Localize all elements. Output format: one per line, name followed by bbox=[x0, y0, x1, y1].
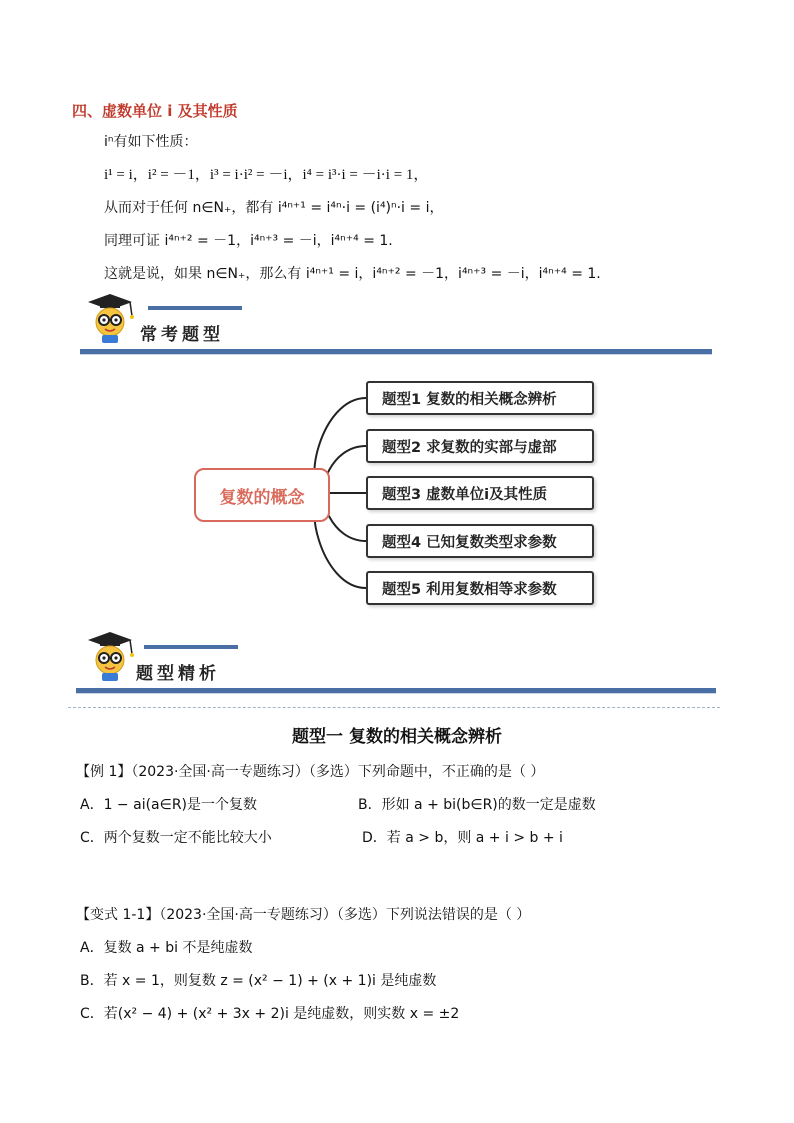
mindmap-leaf-type1: 题型1 复数的相关概念辨析 bbox=[366, 381, 594, 415]
example1-option-d: D．若 a > b，则 a + i > b + i bbox=[362, 830, 563, 846]
property-line-powers: i¹ = i，i² = －1，i³ = i·i² = －i，i⁴ = i³·i = －i·i = 1， bbox=[104, 167, 429, 183]
mindmap-leaf-type3: 题型3 虚数单位i及其性质 bbox=[366, 476, 594, 510]
example1-option-c: C．两个复数一定不能比较大小 bbox=[80, 830, 272, 846]
banner-common-types: 常考题型 bbox=[140, 325, 224, 345]
variant1-option-b: B．若 x = 1，则复数 z = (x² − 1) + (x + 1)i 是纯虚数 bbox=[80, 973, 437, 989]
example1-option-b: B．形如 a + bi(b∈R)的数一定是虚数 bbox=[358, 797, 596, 813]
property-intro: iⁿ有如下性质： bbox=[104, 134, 198, 150]
property-line-conclusion: 这就是说，如果 n∈N₊，那么有 i⁴ⁿ⁺¹ = i，i⁴ⁿ⁺² = －1，i⁴ⁿ⁺³ = －i，i⁴ⁿ⁺⁴ = 1. bbox=[104, 266, 601, 282]
property-line-general: 从而对于任何 n∈N₊，都有 i⁴ⁿ⁺¹ = i⁴ⁿ·i = (i⁴)ⁿ·i = i， bbox=[104, 200, 444, 216]
property-line-similar: 同理可证 i⁴ⁿ⁺² = －1，i⁴ⁿ⁺³ = －i，i⁴ⁿ⁺⁴ = 1. bbox=[104, 233, 393, 249]
variant1-stem: 【变式 1-1】（2023·全国·高一专题练习）（多选）下列说法错误的是（ ） bbox=[76, 907, 531, 923]
question-type-heading: 题型一 复数的相关概念辨析 bbox=[292, 727, 502, 747]
variant1-option-a: A．复数 a + bi 不是纯虚数 bbox=[80, 940, 253, 956]
banner-type-analysis: 题型精析 bbox=[136, 664, 220, 684]
mindmap-leaf-type5: 题型5 利用复数相等求参数 bbox=[366, 571, 594, 605]
banner-underline bbox=[76, 688, 716, 693]
section-divider bbox=[68, 707, 720, 708]
mindmap-leaf-type4: 题型4 已知复数类型求参数 bbox=[366, 524, 594, 558]
mindmap-leaf-type2: 题型2 求复数的实部与虚部 bbox=[366, 429, 594, 463]
mindmap-center-node: 复数的概念 bbox=[194, 468, 330, 522]
section-title: 四、虚数单位 i 及其性质 bbox=[72, 102, 238, 120]
example1-stem: 【例 1】（2023·全国·高一专题练习）（多选）下列命题中，不正确的是（ ） bbox=[76, 764, 545, 780]
variant1-option-c: C．若(x² − 4) + (x² + 3x + 2)i 是纯虚数，则实数 x = ±2 bbox=[80, 1006, 460, 1022]
banner-accent-line bbox=[144, 645, 238, 649]
mascot-icon bbox=[80, 628, 140, 688]
example1-option-a: A．1 − ai(a∈R)是一个复数 bbox=[80, 797, 258, 813]
